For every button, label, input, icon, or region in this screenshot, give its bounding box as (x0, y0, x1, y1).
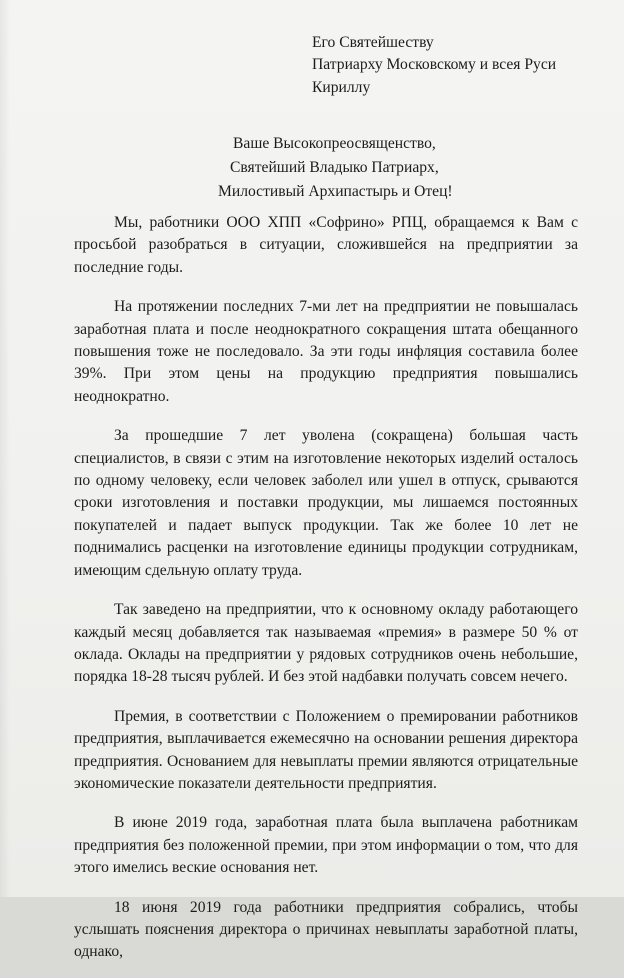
addressee-line-3: Кириллу (312, 78, 371, 96)
letter-body (74, 212, 578, 978)
addressee-line-1: Его Святейшеству (312, 34, 434, 51)
salutation-line-3: Милостивый Архипастырь и Отец! (218, 183, 453, 200)
paragraph-appeal: Мы, работники ООО ХПП «Софрино» РПЦ, обращаемся к Вам с просьбой разобраться в ситуации, сложившейся на предприятии за последние годы. (74, 214, 578, 276)
paragraph-salary-freeze: На протяжении последних 7-ми лет на предприятии не повышалась заработная плата и после неоднократного сокращения штата обещанного повышения тоже не последовало. За эти годы инфляция составила более 39%. При этом цены на продукцию предприятия повышались неоднократно. (74, 298, 578, 405)
salutation-line-2: Святейший Владыко Патриарх, (230, 159, 439, 176)
paragraph-staff-cuts: За прошедшие 7 лет уволена (сокращена) большая часть специалистов, в связи с этим на изготовление некоторых изделий осталось по одному человеку, если человек заболел или ушел в отпуск, срываются сроки изготовления и поставки продукции, мы лишаемся постоянных покупателей и падает выпуск продукции. Так же более 10 лет не поднимались расценки на изготовление единицы продукции сотрудникам, имеющим сдельную оплату труда. (74, 427, 578, 579)
paragraph-june-payment: В июне 2019 года, заработная плата была выплачена работникам предприятия без положенной премии, при этом информации о том, что для этого имелись веские основания нет. (74, 814, 578, 877)
addressee-line-2: Патриарху Московскому и всея Руси (312, 56, 557, 74)
paragraph-bonus-regulation: Премия, в соответствии с Положением о премировании работников предприятия, выплачивается ежемесячно на основании решения директора предприятия. Основанием для невыплаты премии являются отрицательные экономические показатели деятельности предприятия. (74, 707, 578, 792)
salutation-line-1: Ваше Высокопреосвященство, (233, 135, 436, 152)
page-edge-shadow (0, 0, 10, 897)
addressee-block (312, 32, 612, 99)
salutation-block (180, 132, 610, 204)
paragraph-bonus-practice: Так заведено на предприятии, что к основному окладу работающего каждый месяц добавляется так называемая «премия» в размере 50 % от оклада. Оклады на предприятии у рядовых сотрудников очень небольшие, порядка 18-28 тысяч рублей. И без этой надбавки получать совсем нечего. (74, 601, 578, 686)
paragraph-june-meeting: 18 июня 2019 года работники предприятия собрались, чтобы услышать пояснения директора о причинах невыплаты заработной платы, однако, (74, 898, 578, 961)
